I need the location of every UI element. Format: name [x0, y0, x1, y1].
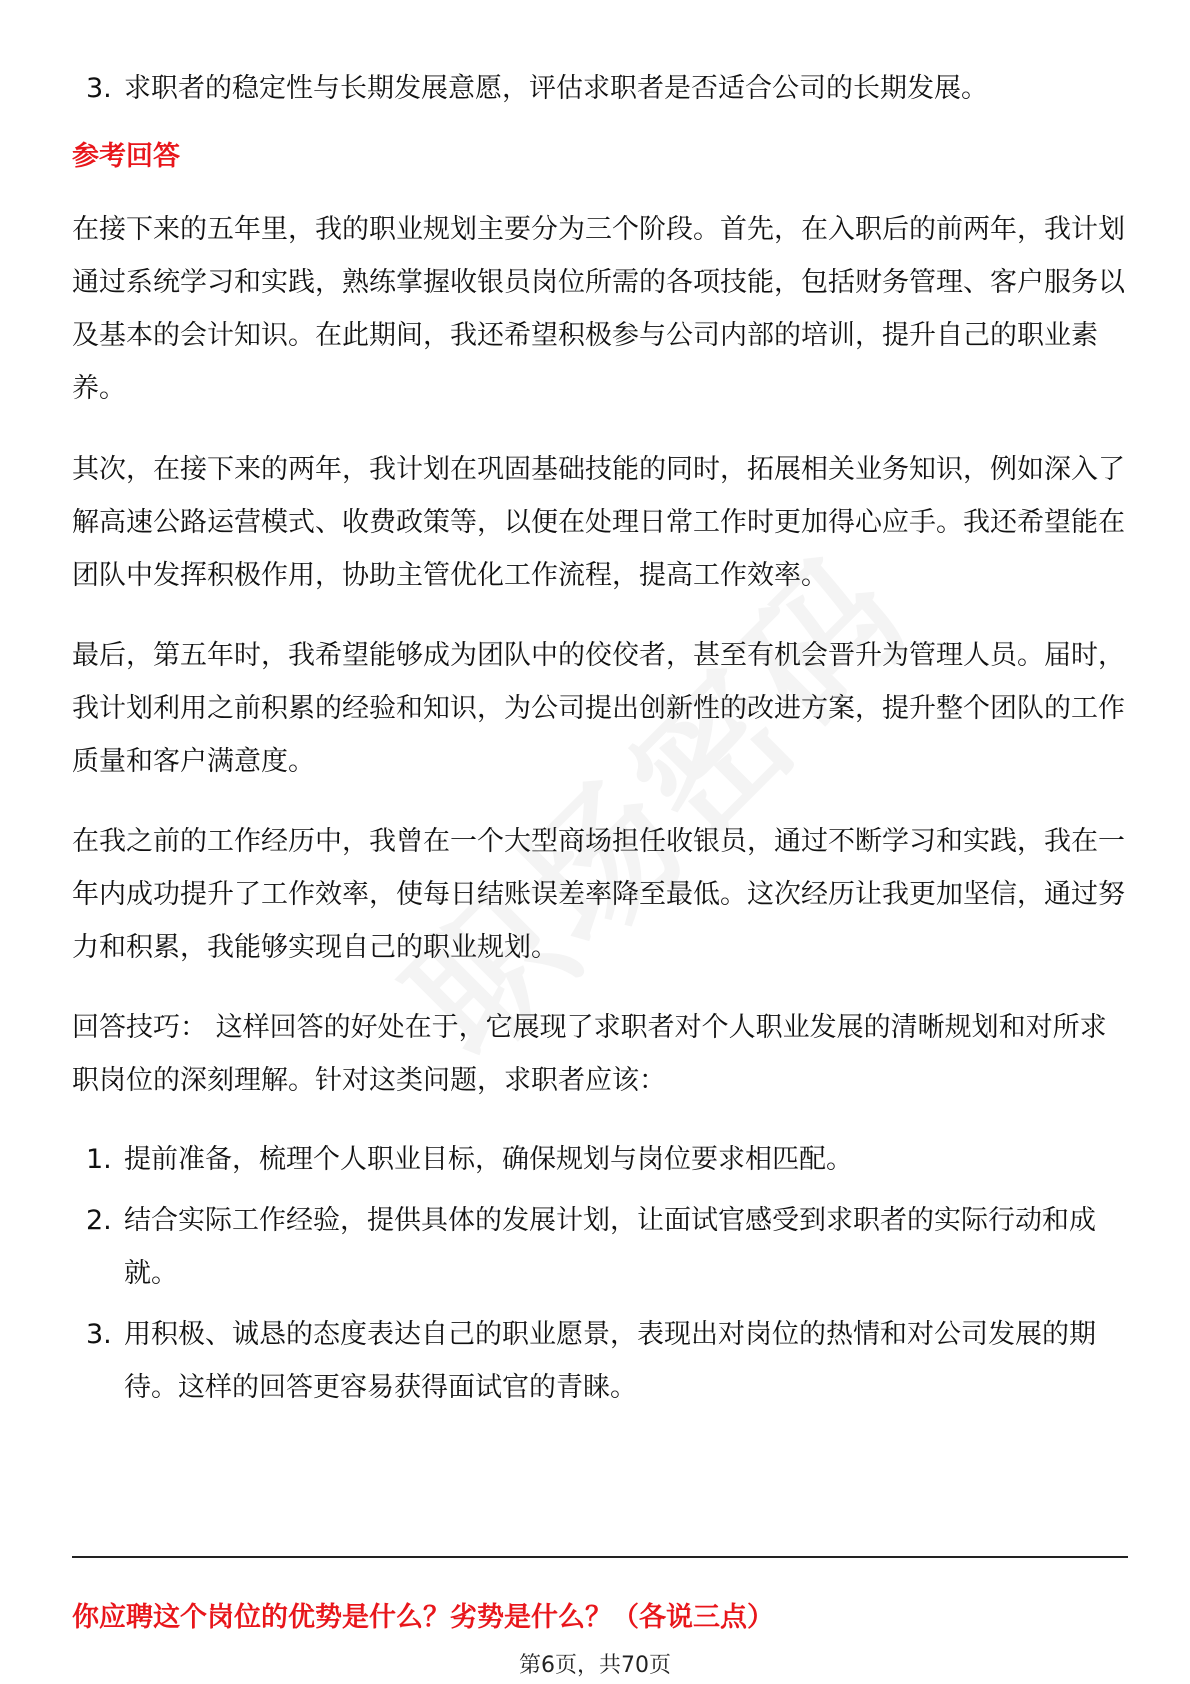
list-item	[72, 1308, 1132, 1414]
answer-paragraph-4: 在我之前的工作经历中，我曾在一个大型商场担任收银员，通过不断学习和实践，我在一年内成功提升了工作效率，使每日结账误差率降至最低。这次经历让我更加坚信，通过努力和积累，我能够实现自己的职业规划。	[72, 826, 1125, 963]
section-divider	[72, 1556, 1128, 1558]
answer-paragraph-3: 最后，第五年时，我希望能够成为团队中的佼佼者，甚至有机会晋升为管理人员。届时，我计划利用之前积累的经验和知识，为公司提出创新性的改进方案，提升整个团队的工作质量和客户满意度。	[72, 640, 1125, 777]
tips-list	[72, 1133, 1132, 1414]
answer-paragraph-2: 其次，在接下来的两年，我计划在巩固基础技能的同时，拓展相关业务知识，例如深入了解高速公路运营模式、收费政策等，以便在处理日常工作时更加得心应手。我还希望能在团队中发挥积极作用，协助主管优化工作流程，提高工作效率。	[72, 454, 1125, 591]
list-item	[72, 1194, 1132, 1300]
list-item	[72, 62, 1132, 115]
list-text: 用积极、诚恳的态度表达自己的职业愿景，表现出对岗位的热情和对公司发展的期待。这样的回答更容易获得面试官的青睐。	[124, 1319, 1096, 1403]
list-number: 3.	[86, 1319, 112, 1350]
answer-paragraph-1: 在接下来的五年里，我的职业规划主要分为三个阶段。首先，在入职后的前两年，我计划通过系统学习和实践，熟练掌握收银员岗位所需的各项技能，包括财务管理、客户服务以及基本的会计知识。在此期间，我还希望积极参与公司内部的培训，提升自己的职业素养。	[72, 214, 1125, 404]
list-text: 求职者的稳定性与长期发展意愿，评估求职者是否适合公司的长期发展。	[124, 73, 988, 104]
list-number: 1.	[86, 1144, 112, 1175]
tips-intro: 回答技巧： 这样回答的好处在于，它展现了求职者对个人职业发展的清晰规划和对所求职岗位的深刻理解。针对这类问题，求职者应该：	[72, 1012, 1107, 1096]
next-question-heading: 你应聘这个岗位的优势是什么？劣势是什么？（各说三点）	[72, 1602, 774, 1633]
list-number: 2.	[86, 1205, 112, 1236]
page-footer: 第6页，共70页	[519, 1653, 671, 1678]
criteria-list	[72, 62, 1132, 115]
list-text: 提前准备，梳理个人职业目标，确保规划与岗位要求相匹配。	[124, 1144, 853, 1175]
answer-heading: 参考回答	[72, 141, 180, 172]
list-number: 3.	[86, 73, 112, 104]
list-text: 结合实际工作经验，提供具体的发展计划，让面试官感受到求职者的实际行动和成就。	[124, 1205, 1096, 1289]
list-item	[72, 1133, 1132, 1186]
